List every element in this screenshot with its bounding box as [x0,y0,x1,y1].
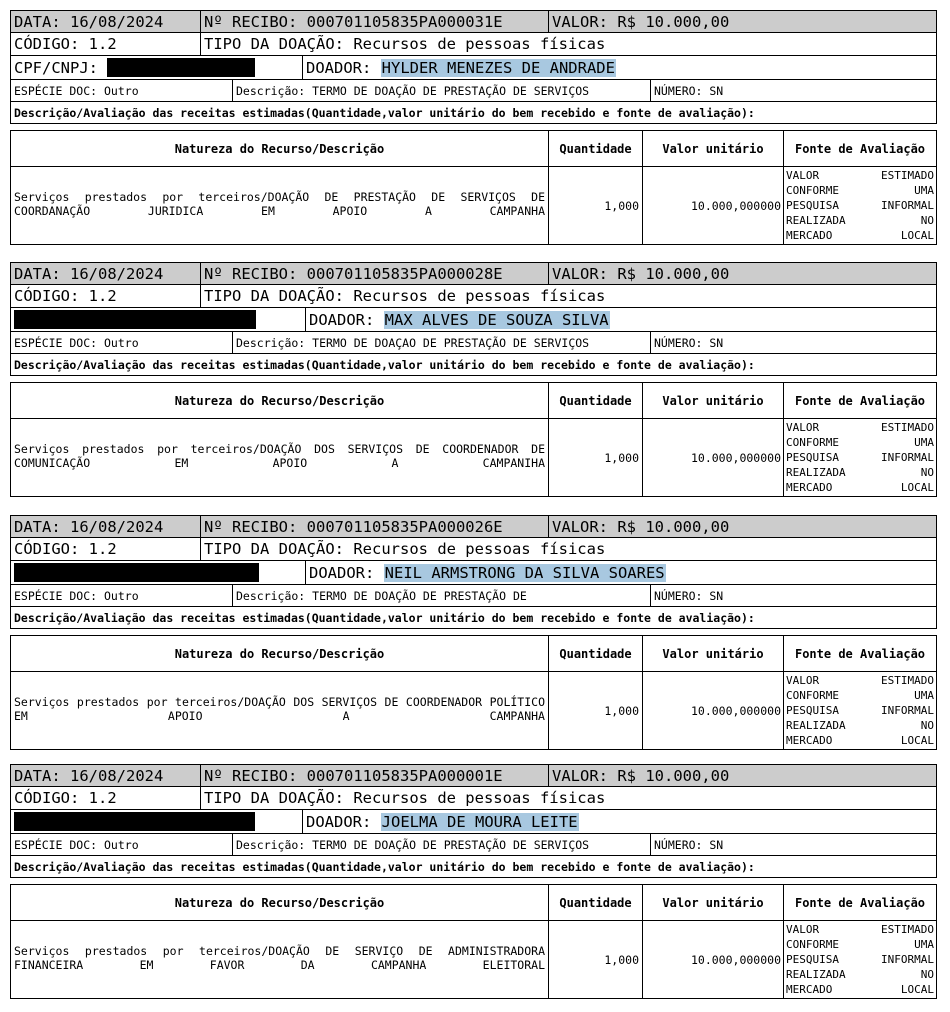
evaluation-source-line: REALIZADA NO [786,968,934,981]
donor [303,810,937,833]
col-fonte: Fonte de Avaliação [784,131,937,166]
receipt-code: CÓDIGO: 1.2 [11,33,201,55]
col-quantidade: Quantidade [549,885,643,920]
receipt-donor-row [11,56,937,80]
redaction-block [14,310,256,329]
donor-document [11,561,306,584]
section-gap [10,878,937,885]
receipt-code-row [11,787,937,810]
receipt-doc-row [11,332,937,354]
item-description: Serviços prestados por terceiros/DOAÇÃO DE PRESTAÇÃO DE SERVIÇOS DE COORDANAÇÃO JURIDICA EM APOIO A CAMPANHA [11,167,549,244]
evaluation-source-line: PESQUISA INFORMAL [786,451,934,464]
receipt-number [201,11,549,32]
evaluation-source-line: CONFORME UMA [786,938,934,951]
donor-document [11,810,303,833]
col-valor-unitario: Valor unitário [643,636,784,671]
item-evaluation-source [784,672,937,749]
document-description: Descrição: TERMO DE DOAÇÃO DE PRESTAÇÃO DE [233,585,651,606]
evaluation-source-line: CONFORME UMA [786,436,934,449]
items-header-row [11,636,937,672]
donor-label: DOADOR: [309,310,375,329]
evaluation-source-line: PESQUISA INFORMAL [786,953,934,966]
redaction-block [14,812,255,831]
receipt-number-value: 000701105835PA000026E [306,517,503,536]
evaluation-source-line: VALOR ESTIMADO [786,169,934,182]
receipt-date: DATA: 16/08/2024 [11,11,201,32]
section-gap [10,124,937,131]
donor-name: HYLDER MENEZES DE ANDRADE [381,58,615,77]
receipt-doc-row [11,834,937,856]
receipt-header-row [11,262,937,285]
donation-type [201,787,937,809]
items-header-row [11,383,937,419]
evaluation-row [11,102,937,124]
item-quantity: 1,000 [549,419,643,496]
document-description: Descrição: TERMO DE DOAÇÃO DE PRESTAÇÃO DE SERVIÇOS [233,80,651,101]
col-valor-unitario: Valor unitário [643,383,784,418]
item-quantity: 1,000 [549,672,643,749]
col-fonte: Fonte de Avaliação [784,636,937,671]
donation-receipt [10,262,937,497]
receipt-number-label: Nº RECIBO: [204,766,298,785]
redaction-block [14,563,259,582]
table-row [11,921,937,999]
document-species: ESPÉCIE DOC: Outro [11,834,233,855]
document-species: ESPÉCIE DOC: Outro [11,585,233,606]
item-unit-value: 10.000,000000 [643,921,784,998]
col-natureza: Natureza do Recurso/Descrição [11,885,549,920]
donation-type-label: TIPO DA DOAÇÃO: [204,287,344,305]
donation-receipt [10,10,937,245]
document-species: ESPÉCIE DOC: Outro [11,80,233,101]
evaluation-source-line: VALOR ESTIMADO [786,421,934,434]
col-valor-unitario: Valor unitário [643,885,784,920]
item-unit-value: 10.000,000000 [643,672,784,749]
item-evaluation-source [784,419,937,496]
receipt-number-value: 000701105835PA000031E [306,12,503,31]
col-valor-unitario: Valor unitário [643,131,784,166]
donation-type-value: Recursos de pessoas físicas [353,789,606,807]
item-description: Serviços prestados por terceiros/DOAÇÃO DOS SERVIÇOS DE COORDENADOR POLÍTICO EM APOIO A CAMPANHA [11,672,549,749]
receipt-code: CÓDIGO: 1.2 [11,538,201,560]
receipt-number-label: Nº RECIBO: [204,517,298,536]
donor-document [11,56,303,79]
donor-label: DOADOR: [306,58,372,77]
evaluation-title: Descrição/Avaliação das receitas estimadas(Quantidade,valor unitário do bem recebido e fonte de avaliação): [11,354,937,375]
item-description: Serviços prestados por terceiros/DOAÇÃO DOS SERVIÇOS DE COORDENADOR DE COMUNICAÇÃO EM APOIO A CAMPANIHA [11,419,549,496]
evaluation-source-line: PESQUISA INFORMAL [786,704,934,717]
receipt-number [201,765,549,786]
receipt-header-row [11,764,937,787]
donation-type [201,285,937,307]
col-quantidade: Quantidade [549,383,643,418]
col-natureza: Natureza do Recurso/Descrição [11,131,549,166]
evaluation-source-line: CONFORME UMA [786,689,934,702]
receipt-header-row [11,10,937,33]
evaluation-source-line: MERCADO LOCAL [786,734,934,747]
receipt-value: VALOR: R$ 10.000,00 [549,263,937,284]
evaluation-source-line: PESQUISA INFORMAL [786,199,934,212]
donation-type-label: TIPO DA DOAÇÃO: [204,35,344,53]
donor-name: MAX ALVES DE SOUZA SILVA [384,310,609,329]
receipt-number [201,263,549,284]
table-row [11,167,937,245]
col-fonte: Fonte de Avaliação [784,383,937,418]
receipt-code-row [11,285,937,308]
document-number: NÚMERO: SN [651,332,937,353]
item-evaluation-source [784,921,937,998]
evaluation-title: Descrição/Avaliação das receitas estimadas(Quantidade,valor unitário do bem recebido e fonte de avaliação): [11,856,937,877]
receipt-date: DATA: 16/08/2024 [11,263,201,284]
table-row [11,672,937,750]
donation-type-value: Recursos de pessoas físicas [353,540,606,558]
donation-type-value: Recursos de pessoas físicas [353,35,606,53]
receipt-number-value: 000701105835PA000001E [306,766,503,785]
items-header-row [11,131,937,167]
receipt-donor-row [11,810,937,834]
receipt-code-row [11,538,937,561]
evaluation-source-line: MERCADO LOCAL [786,481,934,494]
evaluation-source-line: MERCADO LOCAL [786,983,934,996]
receipt-number-label: Nº RECIBO: [204,12,298,31]
evaluation-source-line: VALOR ESTIMADO [786,674,934,687]
evaluation-row [11,856,937,878]
col-fonte: Fonte de Avaliação [784,885,937,920]
receipt-code: CÓDIGO: 1.2 [11,787,201,809]
receipt-value: VALOR: R$ 10.000,00 [549,765,937,786]
document-species: ESPÉCIE DOC: Outro [11,332,233,353]
item-unit-value: 10.000,000000 [643,167,784,244]
document-number: NÚMERO: SN [651,834,937,855]
receipt-header-row [11,515,937,538]
table-row [11,419,937,497]
item-quantity: 1,000 [549,167,643,244]
donor-name: JOELMA DE MOURA LEITE [381,812,578,831]
receipt-doc-row [11,585,937,607]
receipt-number-value: 000701105835PA000028E [306,264,503,283]
evaluation-source-line: CONFORME UMA [786,184,934,197]
donation-type-label: TIPO DA DOAÇÃO: [204,540,344,558]
redaction-block [107,58,255,77]
donor-label: DOADOR: [309,563,375,582]
col-quantidade: Quantidade [549,636,643,671]
document-description: Descrição: TERMO DE DOAÇÃO DE PRESTAÇÃO DE SERVIÇOS [233,834,651,855]
section-gap [10,376,937,383]
evaluation-source-line: REALIZADA NO [786,214,934,227]
receipt-value: VALOR: R$ 10.000,00 [549,11,937,32]
donation-type-value: Recursos de pessoas físicas [353,287,606,305]
receipt-doc-row [11,80,937,102]
donor [303,56,937,79]
donation-receipt [10,515,937,750]
receipt-number-label: Nº RECIBO: [204,264,298,283]
item-evaluation-source [784,167,937,244]
receipt-code-row [11,33,937,56]
evaluation-source-line: VALOR ESTIMADO [786,923,934,936]
evaluation-source-line: MERCADO LOCAL [786,229,934,242]
evaluation-title: Descrição/Avaliação das receitas estimadas(Quantidade,valor unitário do bem recebido e fonte de avaliação): [11,102,937,123]
donor [306,561,937,584]
receipt-donor-row [11,308,937,332]
donor-document [11,308,306,331]
receipt-code: CÓDIGO: 1.2 [11,285,201,307]
col-quantidade: Quantidade [549,131,643,166]
donor [306,308,937,331]
evaluation-source-line: REALIZADA NO [786,719,934,732]
donation-type [201,33,937,55]
receipt-number [201,516,549,537]
item-quantity: 1,000 [549,921,643,998]
evaluation-source-line: REALIZADA NO [786,466,934,479]
receipt-date: DATA: 16/08/2024 [11,765,201,786]
donation-receipt [10,764,937,999]
item-description: Serviços prestados por terceiros/DOAÇÃO DE SERVIÇO DE ADMINISTRADORA FINANCEIRA EM FAVOR DA CAMPANHA ELEITORAL [11,921,549,998]
document-description: Descrição: TERMO DE DOAÇAO DE PRESTAÇÃO DE SERVIÇOS [233,332,651,353]
receipt-donor-row [11,561,937,585]
document-number: NÚMERO: SN [651,585,937,606]
evaluation-row [11,354,937,376]
item-unit-value: 10.000,000000 [643,419,784,496]
col-natureza: Natureza do Recurso/Descrição [11,636,549,671]
receipt-date: DATA: 16/08/2024 [11,516,201,537]
donation-type-label: TIPO DA DOAÇÃO: [204,789,344,807]
items-header-row [11,885,937,921]
donor-name: NEIL ARMSTRONG DA SILVA SOARES [384,563,665,582]
donation-type [201,538,937,560]
document-number: NÚMERO: SN [651,80,937,101]
evaluation-title: Descrição/Avaliação das receitas estimadas(Quantidade,valor unitário do bem recebido e fonte de avaliação): [11,607,937,628]
donor-document-label: CPF/CNPJ: [14,58,98,77]
receipt-value: VALOR: R$ 10.000,00 [549,516,937,537]
section-gap [10,629,937,636]
donor-label: DOADOR: [306,812,372,831]
col-natureza: Natureza do Recurso/Descrição [11,383,549,418]
evaluation-row [11,607,937,629]
